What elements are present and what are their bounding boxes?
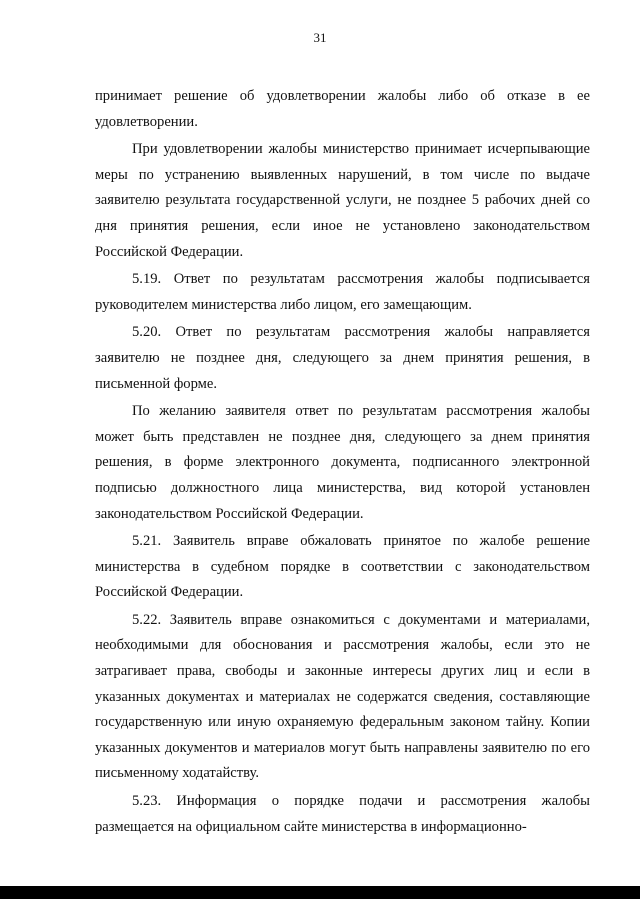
paragraph-1: принимает решение об удовлетворении жалобы либо об отказе в ее удовлетворении.: [95, 88, 590, 130]
paragraph-4: 5.20. Ответ по результатам рассмотрения жалобы направляется заявителю не позднее дня, следующего за днем принятия решения, в письменной форме.: [95, 324, 590, 392]
paragraph-6: 5.21. Заявитель вправе обжаловать принятое по жалобе решение министерства в судебном порядке в соответствии с законодательством Российской Федерации.: [95, 533, 590, 601]
document-body: [95, 84, 590, 840]
paragraph-7: 5.22. Заявитель вправе ознакомиться с документами и материалами, необходимыми для обоснования и рассмотрения жалобы, если это не затрагивает права, свободы и законные интересы других лиц и если в указанных документах и материалах не содержатся сведения, составляющие государственную или иную охраняемую федеральным законом тайну. Копии указанных документов и материалов могут быть направлены заявителю по его письменному ходатайству.: [95, 611, 590, 782]
paragraph-5: По желанию заявителя ответ по результатам рассмотрения жалобы может быть представлен не позднее дня, следующего за днем принятия решения, в форме электронного документа, подписанного электронной подписью должностного лица министерства, вид которой установлен законодательством Российской Федерации.: [95, 403, 590, 522]
scan-edge-bar: [0, 886, 640, 899]
page-number: 31: [313, 30, 327, 45]
paragraph-2: При удовлетворении жалобы министерство принимает исчерпывающие меры по устранению выявленных нарушений, в том числе по выдаче заявителю результата государственной услуги, не позднее 5 рабочих дней со дня принятия решения, если иное не установлено законодательством Российской Федерации.: [95, 141, 590, 260]
paragraph-3: 5.19. Ответ по результатам рассмотрения жалобы подписывается руководителем министерства либо лицом, его замещающим.: [95, 271, 590, 313]
paragraph-8: 5.23. Информация о порядке подачи и рассмотрения жалобы размещается на официальном сайте министерства в информационно-: [95, 793, 590, 835]
